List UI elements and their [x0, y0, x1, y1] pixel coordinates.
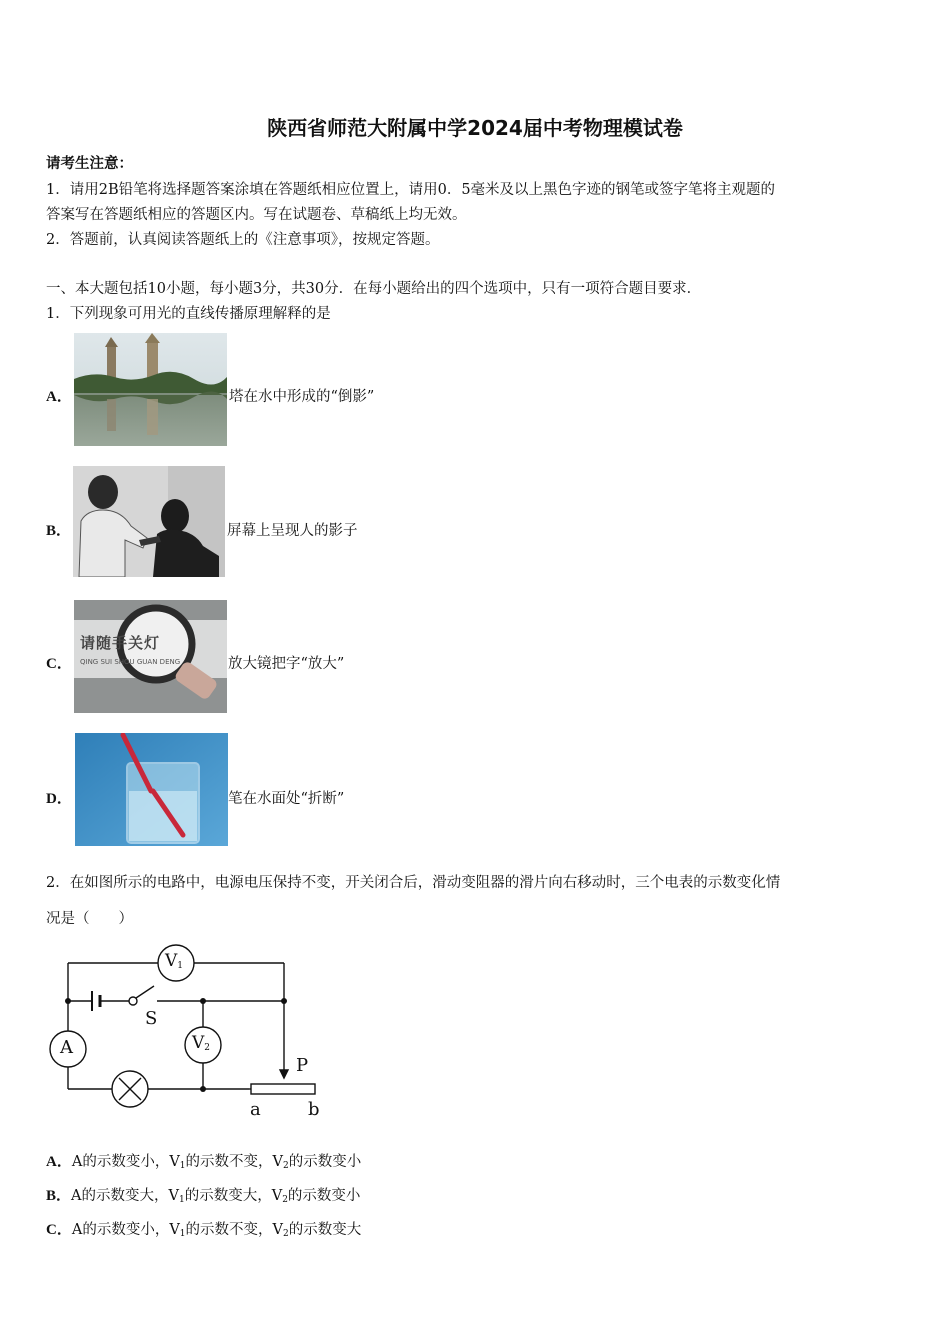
sign-pinyin: QING SUI SHOU GUAN DENG — [80, 658, 181, 666]
circuit-diagram — [46, 938, 336, 1124]
shadow-photo — [73, 466, 225, 577]
ammeter-label: A — [60, 1037, 73, 1058]
sign-text: 请随手关灯 — [80, 634, 161, 652]
voltmeter-2-label: $V_2$ — [192, 1033, 211, 1053]
section-heading: 一、本大题包括10小题，每小题3分，共30分．在每小题给出的四个选项中，只有一项符合题目要求． — [46, 281, 702, 297]
question-2-stem-line-1: 2．在如图所示的电路中，电源电压保持不变，开关闭合后，滑动变阻器的滑片向右移动时，三个电表的示数变化情 — [46, 875, 781, 891]
q1-option-c-label: C． — [46, 656, 72, 672]
notice-line-1a: 1．请用2B铅笔将选择题答案涂填在答题纸相应位置上，请用0．5毫米及以上黑色字迹的钢笔或签字笔将主观题的 — [46, 182, 776, 198]
notice-line-2: 2．答题前，认真阅读答题纸上的《注意事项》，按规定答题。 — [46, 232, 440, 248]
q2-option-c: C．A的示数变小，$V_1$的示数不变，$V_2$的示数变大 — [46, 1222, 362, 1239]
q1-option-b-label: B． — [46, 523, 72, 539]
q1-option-a-text: 塔在水中形成的“倒影” — [229, 389, 375, 405]
q1-option-b-text: 屏幕上呈现人的影子 — [227, 523, 358, 539]
pencil-in-water-photo — [75, 733, 228, 846]
slider-label: P — [296, 1055, 309, 1076]
pagoda-reflection-photo — [74, 333, 227, 446]
page-title: 陕西省师范大附属中学2024届中考物理模试卷 — [267, 116, 683, 140]
q2-option-a: A．A的示数变小，$V_1$的示数不变，$V_2$的示数变小 — [46, 1154, 362, 1171]
question-2-stem-line-2: 况是（ ） — [46, 911, 133, 927]
q1-option-c-text: 放大镜把字“放大” — [228, 656, 345, 672]
q1-option-a-label: A． — [46, 389, 72, 405]
q2-option-b: B．A的示数变大，$V_1$的示数变大，$V_2$的示数变小 — [46, 1188, 361, 1205]
switch-label: S — [145, 1008, 158, 1029]
rheostat-end-a-label: a — [250, 1099, 261, 1120]
notice-heading: 请考生注意： — [46, 155, 133, 172]
notice-line-1b: 答案写在答题纸相应的答题区内。写在试题卷、草稿纸上均无效。 — [46, 207, 467, 223]
q1-option-d-label: D． — [46, 791, 72, 807]
rheostat-end-b-label: b — [308, 1099, 320, 1120]
q1-option-d-text: 笔在水面处“折断” — [228, 791, 345, 807]
voltmeter-1-label: $V_1$ — [165, 951, 184, 971]
magnifier-photo — [74, 600, 227, 713]
question-1-stem: 1．下列现象可用光的直线传播原理解释的是 — [46, 306, 331, 322]
